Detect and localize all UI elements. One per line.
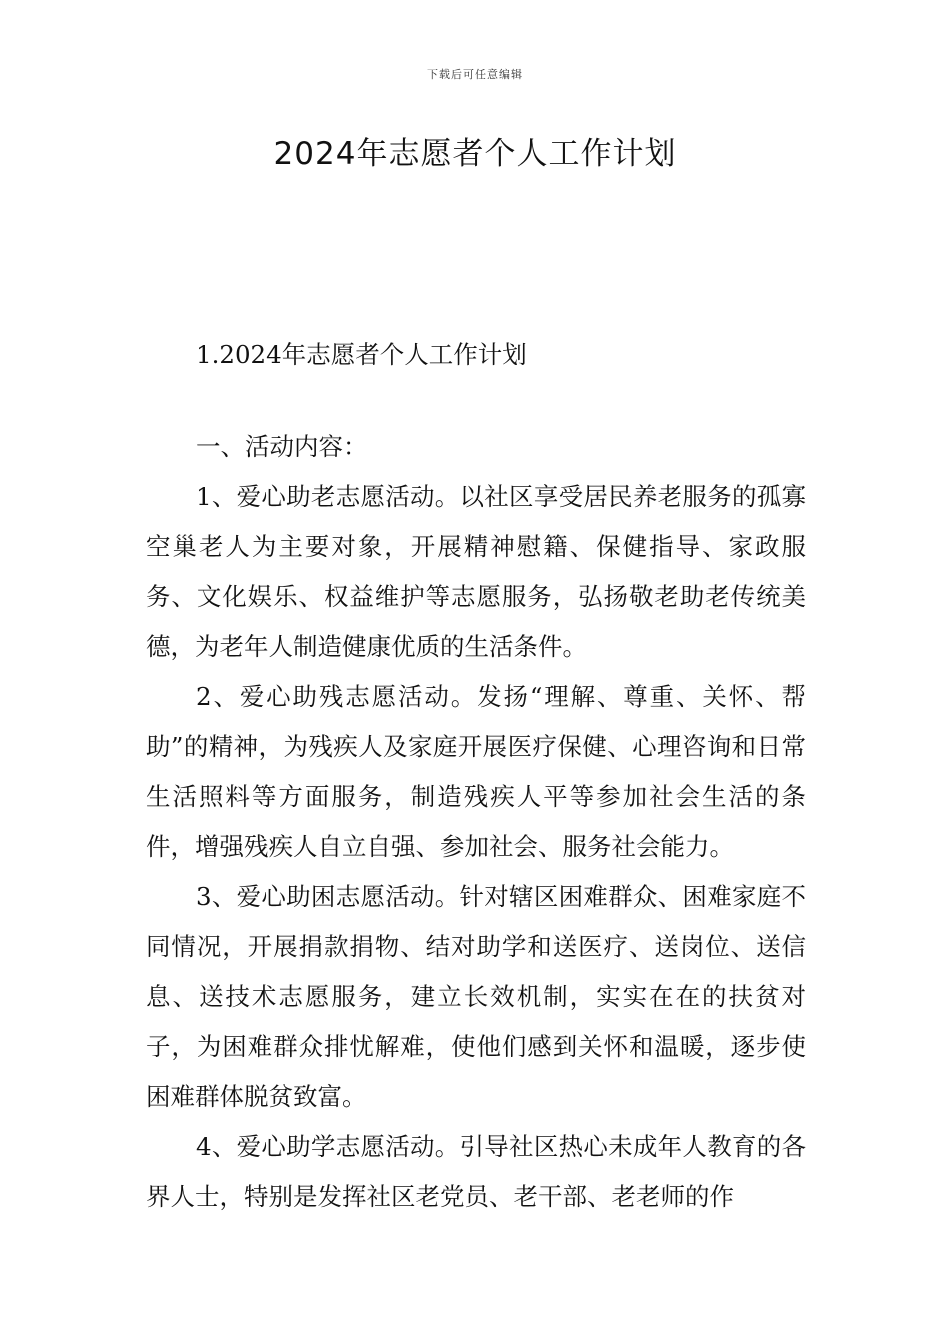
paragraph: 3、爱心助困志愿活动。针对辖区困难群众、困难家庭不同情况，开展捐款捐物、结对助学和送医疗、送岗位、送信息、送技术志愿服务，建立长效机制，实实在在的扶贫对子，为困难群众排忧解难，使他们感到关怀和温暖，逐步使困难群体脱贫致富。 xyxy=(146,882,806,1111)
document-title: 2024年志愿者个人工作计划 xyxy=(273,136,677,172)
paragraph: 4、爱心助学志愿活动。引导社区热心未成年人教育的各界人士，特别是发挥社区老党员、老干部、老老师的作 xyxy=(146,1132,806,1211)
header-note: 下载后可任意编辑 xyxy=(427,68,523,81)
paragraph: 2、爱心助残志愿活动。发扬“理解、尊重、关怀、帮助”的精神，为残疾人及家庭开展医疗保健、心理咨询和日常生活照料等方面服务，制造残疾人平等参加社会生活的条件，增强残疾人自立自强、参加社会、服务社会能力。 xyxy=(146,682,806,861)
paragraph: 1、爱心助老志愿活动。以社区享受居民养老服务的孤寡空巢老人为主要对象，开展精神慰籍、保健指导、家政服务、文化娱乐、权益维护等志愿服务，弘扬敬老助老传统美德，为老年人制造健康优质的生活条件。 xyxy=(146,482,806,661)
section-heading: 一、活动内容： xyxy=(196,432,368,461)
subtitle: 1.2024年志愿者个人工作计划 xyxy=(196,340,527,369)
document-body xyxy=(146,330,806,1222)
